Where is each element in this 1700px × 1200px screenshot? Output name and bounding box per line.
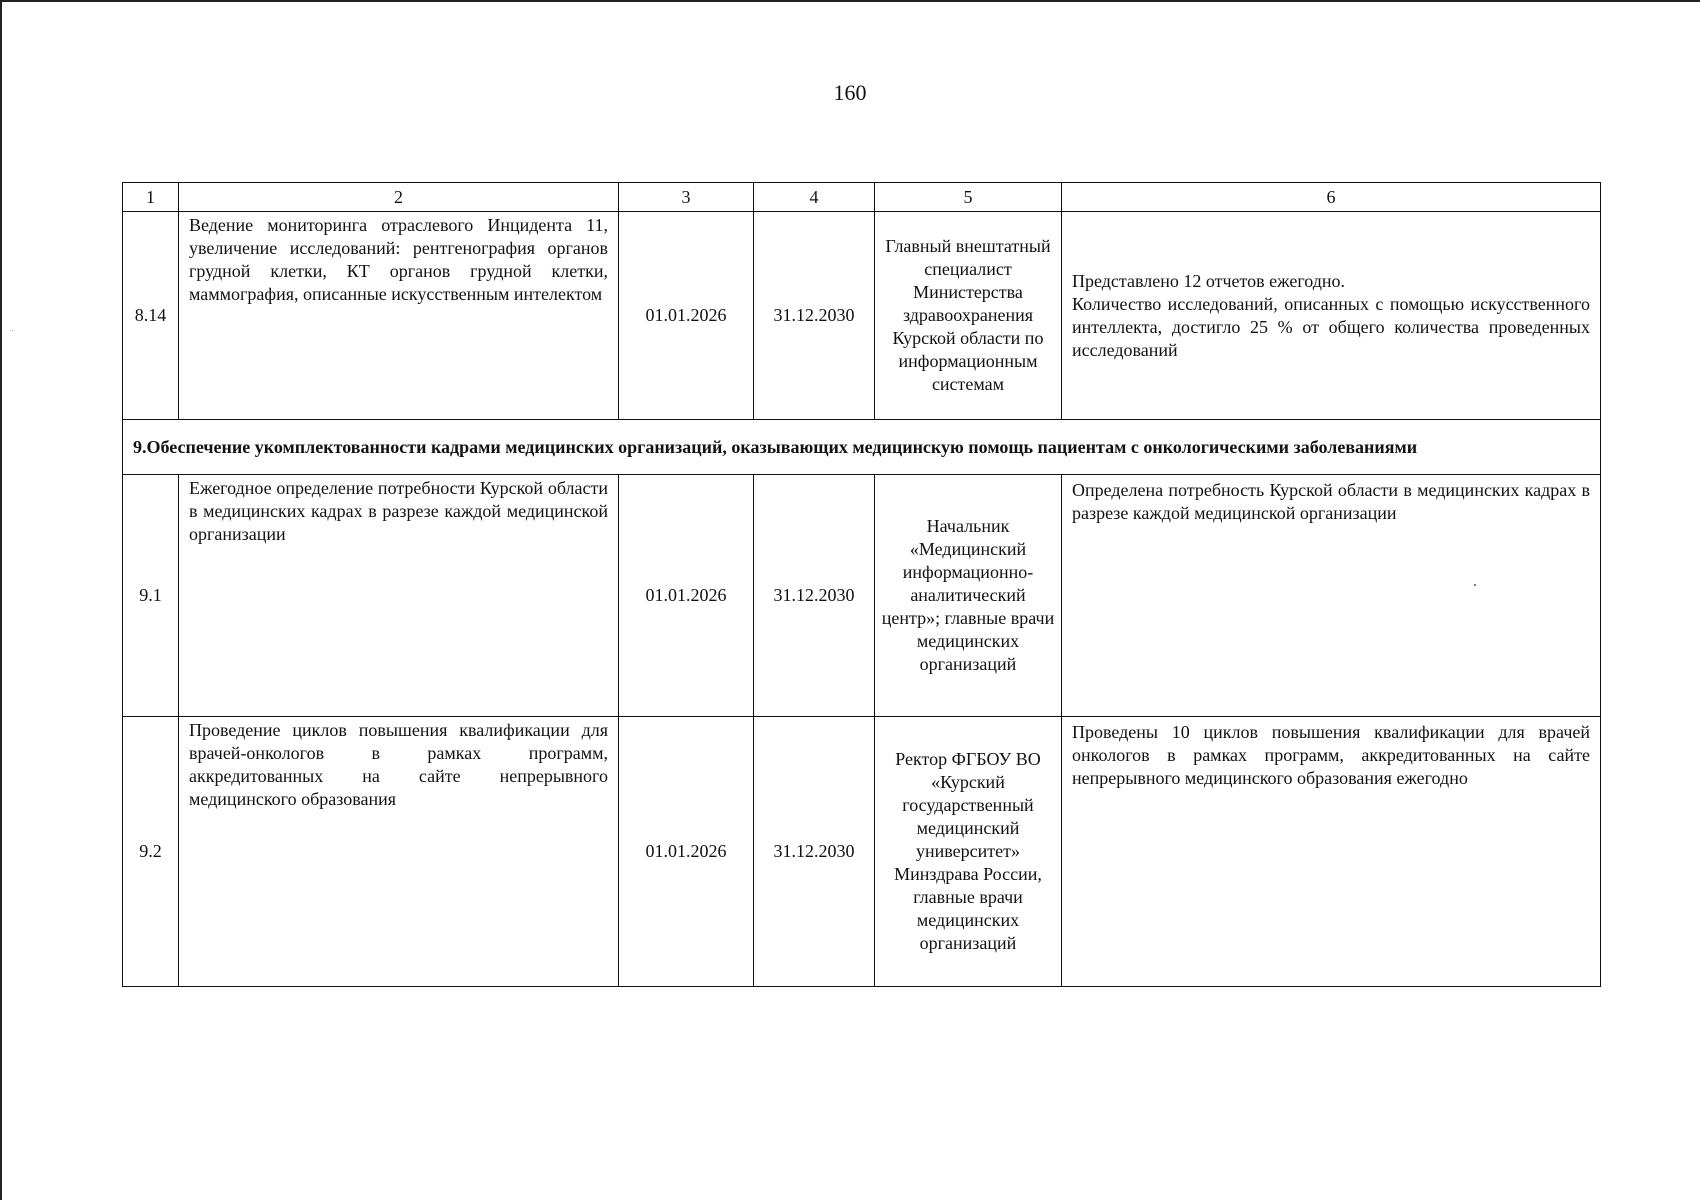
section-row xyxy=(123,420,1601,475)
activity-description: Ежегодное определение потребности Курской области в медицинских кадрах в разрезе каждой медицинской организации xyxy=(179,475,619,717)
table-row xyxy=(123,475,1601,717)
start-date: 01.01.2026 xyxy=(619,717,754,987)
start-date: 01.01.2026 xyxy=(619,475,754,717)
page-number: 160 xyxy=(833,80,867,105)
table-row xyxy=(123,717,1601,987)
expected-result: Проведены 10 циклов повышения квалификации для врачей онкологов в рамках программ, аккредитованных на сайте непрерывного медицинского образования ежегодно xyxy=(1062,717,1601,987)
scan-speck xyxy=(1474,584,1476,586)
activities-table xyxy=(122,182,1601,987)
end-date: 31.12.2030 xyxy=(754,475,875,717)
header-col-3: 3 xyxy=(619,183,754,212)
responsible-person: Главный внештатный специалист Министерства здравоохранения Курской области по информационным системам xyxy=(875,212,1062,420)
result-line: Количество исследований, описанных с помощью искусственного интеллекта, достигло 25 % от общего количества проведенных исследований xyxy=(1072,293,1590,360)
scan-speck xyxy=(12,330,13,331)
activity-description: Проведение циклов повышения квалификации для врачей-онкологов в рамках программ, аккредитованных на сайте непрерывного медицинского образования xyxy=(179,717,619,987)
start-date: 01.01.2026 xyxy=(619,212,754,420)
header-col-2: 2 xyxy=(179,183,619,212)
header-col-6: 6 xyxy=(1062,183,1601,212)
activity-description: Ведение мониторинга отраслевого Инцидента 11, увеличение исследований: рентгенография органов грудной клетки, КТ органов грудной клетки, маммография, описанные искусственным интелектом xyxy=(179,212,619,420)
row-number: 8.14 xyxy=(123,212,179,420)
section-title: 9.Обеспечение укомплектованности кадрами медицинских организаций, оказывающих медицинскую помощь пациентам с онкологическими заболеваниями xyxy=(123,420,1601,475)
expected-result xyxy=(1062,212,1601,420)
header-col-5: 5 xyxy=(875,183,1062,212)
expected-result: Определена потребность Курской области в медицинских кадрах в разрезе каждой медицинской организации xyxy=(1062,475,1601,717)
responsible-person: Ректор ФГБОУ ВО «Курский государственный медицинский университет» Минздрава России, главные врачи медицинских организаций xyxy=(875,717,1062,987)
table-header-row xyxy=(123,183,1601,212)
header-col-1: 1 xyxy=(123,183,179,212)
header-col-4: 4 xyxy=(754,183,875,212)
end-date: 31.12.2030 xyxy=(754,717,875,987)
row-number: 9.1 xyxy=(123,475,179,717)
scan-border-left xyxy=(0,0,2,1200)
responsible-person: Начальник «Медицинский информационно-аналитический центр»; главные врачи медицинских организаций xyxy=(875,475,1062,717)
row-number: 9.2 xyxy=(123,717,179,987)
table-row xyxy=(123,212,1601,420)
scan-border-top xyxy=(0,0,1700,2)
result-line: Представлено 12 отчетов ежегодно. xyxy=(1072,270,1346,291)
end-date: 31.12.2030 xyxy=(754,212,875,420)
